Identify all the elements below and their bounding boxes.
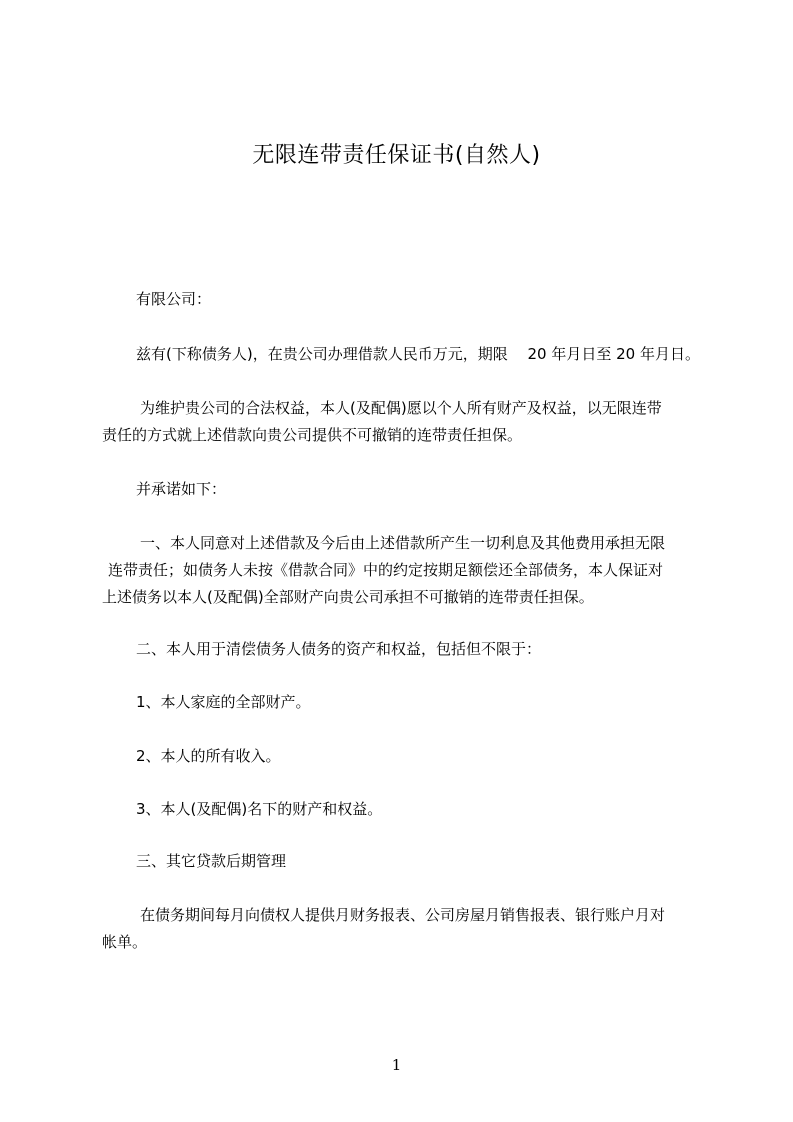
paragraph-line: 为维护贵公司的合法权益，本人(及配偶)愿以个人所有财产及权益，以无限连带 <box>140 399 662 417</box>
paragraph-reporting <box>102 902 702 956</box>
document-title: 无限连带责任保证书(自然人) <box>252 143 541 168</box>
list-item: 3、本人(及配偶)名下的财产和权益。 <box>136 800 383 818</box>
list-item: 1、本人家庭的全部财产。 <box>136 693 311 711</box>
page-number: 1 <box>391 1056 402 1074</box>
paragraph-loan-details: 兹有(下称债务人)，在贵公司办理借款人民币万元，期限 20 年月日至 20 年月日。 <box>136 345 700 363</box>
clause-two: 二、本人用于清偿债务人债务的资产和权益，包括但不限于： <box>136 640 542 658</box>
list-item: 2、本人的所有收入。 <box>136 747 281 765</box>
paragraph-line: 帐单。 <box>102 933 148 951</box>
paragraph-line: 在债务期间每月向债权人提供月财务报表、公司房屋月销售报表、银行账户月对 <box>140 906 666 924</box>
paragraph-commitment-intro: 并承诺如下： <box>136 480 227 498</box>
clause-one <box>102 530 702 611</box>
clause-line: 一、本人同意对上述借款及今后由上述借款所产生一切利息及其他费用承担无限 <box>140 534 666 552</box>
paragraph-guarantee-purpose <box>102 395 702 449</box>
paragraph-line: 责任的方式就上述借款向贵公司提供不可撤销的连带责任担保。 <box>102 426 523 444</box>
clause-line: 连带责任；如债务人未按《借款合同》中的约定按期足额偿还全部债务，本人保证对 <box>108 561 664 579</box>
clause-three: 三、其它贷款后期管理 <box>136 852 287 870</box>
clause-line: 上述债务以本人(及配偶)全部财产向贵公司承担不可撤销的连带责任担保。 <box>102 588 594 606</box>
addressee: 有限公司： <box>136 290 212 308</box>
